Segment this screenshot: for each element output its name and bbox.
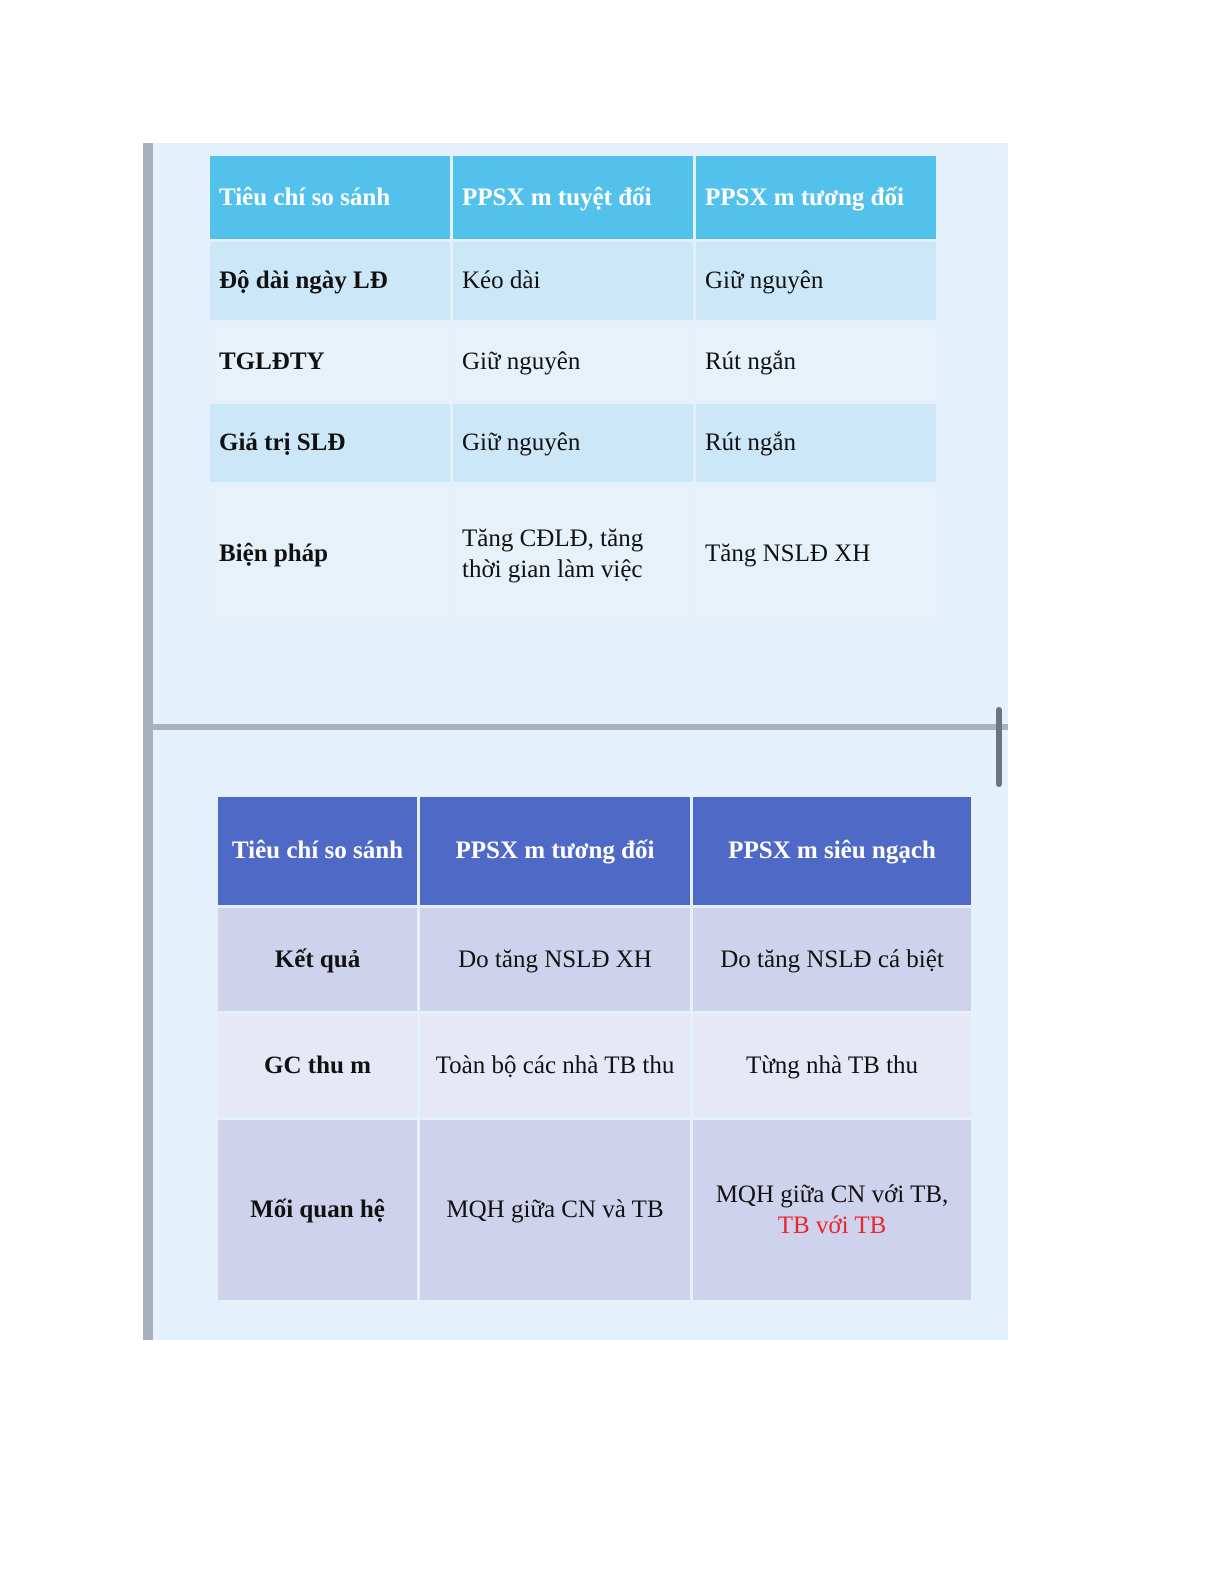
- header-relative: PPSX m tương đối: [420, 797, 690, 905]
- cell-line-highlight: TB với TB: [777, 1212, 887, 1239]
- table-row: [210, 242, 936, 320]
- header-relative: PPSX m tương đối: [696, 156, 936, 239]
- comparison-table-relative-super: [215, 794, 974, 1303]
- row-criterion: Độ dài ngày LĐ: [210, 242, 450, 320]
- cell-absolute: Kéo dài: [453, 242, 693, 320]
- cell-super: Từng nhà TB thu: [693, 1014, 971, 1117]
- cell-absolute: Giữ nguyên: [453, 323, 693, 401]
- cell-super: Do tăng NSLĐ cá biệt: [693, 908, 971, 1011]
- table-row: [210, 404, 936, 482]
- cell-relative: Tăng NSLĐ XH: [696, 485, 936, 623]
- cell-absolute: [453, 485, 693, 623]
- scrollbar-handle[interactable]: [996, 707, 1002, 787]
- header-criterion: Tiêu chí so sánh: [210, 156, 450, 239]
- cell-relative: Rút ngắn: [696, 404, 936, 482]
- table-header-row: [218, 797, 971, 905]
- cell-relative: Giữ nguyên: [696, 242, 936, 320]
- table-row: [218, 1120, 971, 1300]
- cell-line: MQH giữa CN với TB,: [715, 1181, 949, 1208]
- left-border: [143, 143, 153, 1340]
- row-criterion: TGLĐTY: [210, 323, 450, 401]
- row-criterion: GC thu m: [218, 1014, 417, 1117]
- row-criterion: Mối quan hệ: [218, 1120, 417, 1300]
- cell-relative: MQH giữa CN và TB: [420, 1120, 690, 1300]
- table-header-row: [210, 156, 936, 239]
- cell-relative: Rút ngắn: [696, 323, 936, 401]
- header-criterion: Tiêu chí so sánh: [218, 797, 417, 905]
- table-row: [210, 323, 936, 401]
- header-super: PPSX m siêu ngạch: [693, 797, 971, 905]
- cell-line: Tăng CĐLĐ, tăng: [462, 525, 644, 552]
- cell-relative: Do tăng NSLĐ XH: [420, 908, 690, 1011]
- comparison-table-absolute-relative: [207, 153, 939, 626]
- cell-line: thời gian làm việc: [462, 556, 643, 583]
- table-row: [210, 485, 936, 623]
- row-criterion: Biện pháp: [210, 485, 450, 623]
- header-absolute: PPSX m tuyệt đối: [453, 156, 693, 239]
- row-criterion: Kết quả: [218, 908, 417, 1011]
- cell-super: [693, 1120, 971, 1300]
- row-criterion: Giá trị SLĐ: [210, 404, 450, 482]
- cell-absolute: Giữ nguyên: [453, 404, 693, 482]
- table-row: [218, 1014, 971, 1117]
- cell-relative: Toàn bộ các nhà TB thu: [420, 1014, 690, 1117]
- slide-divider: [153, 724, 1008, 730]
- table-row: [218, 908, 971, 1011]
